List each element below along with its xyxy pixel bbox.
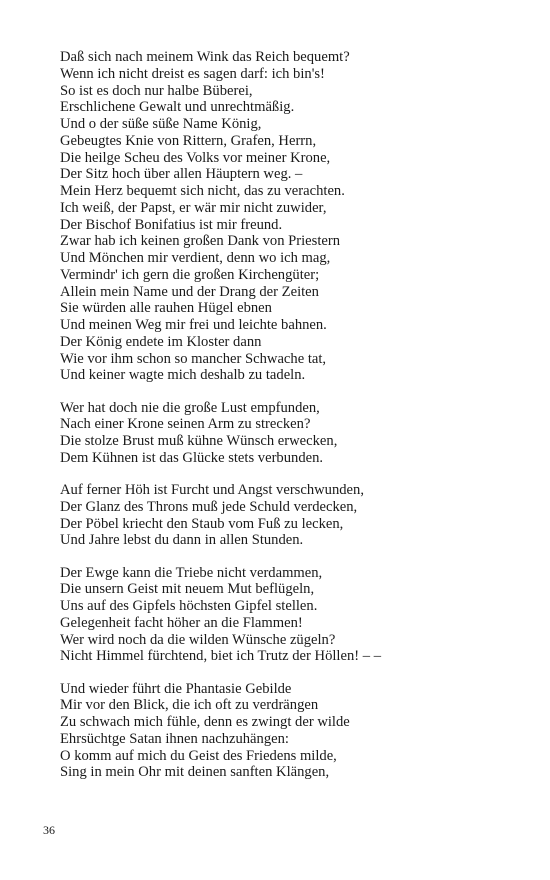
poem-line: Und Mönchen mir verdient, denn wo ich mag, xyxy=(60,250,331,266)
stanza-4 xyxy=(60,565,530,666)
poem-line: O komm auf mich du Geist des Friedens milde, xyxy=(60,747,337,764)
poem-line: Daß sich nach meinem Wink das Reich bequemt? xyxy=(60,49,350,65)
poem-line: Gebeugtes Knie von Rittern, Grafen, Herrn, xyxy=(60,132,317,149)
poem-line: Sing in mein Ohr mit deinen sanften Klängen, xyxy=(60,764,330,781)
poem-line: Der Sitz hoch über allen Häuptern weg. – xyxy=(60,166,303,183)
poem-line: Zwar hab ich keinen großen Dank von Priestern xyxy=(60,233,341,250)
stanza-2 xyxy=(60,400,530,467)
poem-line: Sie würden alle rauhen Hügel ebnen xyxy=(60,300,272,317)
stanza-5 xyxy=(60,681,530,782)
poem-line: Erschlichene Gewalt und unrechtmäßig. xyxy=(60,99,295,116)
poem-line: Mein Herz bequemt sich nicht, das zu verachten. xyxy=(60,183,345,199)
poem-line: Allein mein Name und der Drang der Zeiten xyxy=(60,283,319,300)
poem-line: Auf ferner Höh ist Furcht und Angst verschwunden, xyxy=(60,482,364,498)
poem-line: Nicht Himmel fürchtend, biet ich Trutz der Höllen! – – xyxy=(60,648,381,665)
poem-line: Der Ewge kann die Triebe nicht verdammen, xyxy=(60,564,323,581)
poem-line: Uns auf des Gipfels höchsten Gipfel stellen. xyxy=(60,598,318,614)
poem-line: Ich weiß, der Papst, er wär mir nicht zuwider, xyxy=(60,199,327,216)
poem-line: Der Bischof Bonifatius ist mir freund. xyxy=(60,216,283,233)
poem-line: Vermindr' ich gern die großen Kirchengüter; xyxy=(60,266,320,283)
poem-line: Dem Kühnen ist das Glücke stets verbunden. xyxy=(60,449,324,466)
poem-line: Nach einer Krone seinen Arm zu strecken? xyxy=(60,416,311,433)
poem-line: Und Jahre lebst du dann in allen Stunden. xyxy=(60,532,304,549)
poem-line: Gelegenheit facht höher an die Flammen! xyxy=(60,614,303,631)
poem-line: Und keiner wagte mich deshalb zu tadeln. xyxy=(60,367,306,384)
poem-line: Und wieder führt die Phantasie Gebilde xyxy=(60,680,292,697)
poem-line: Die heilge Scheu des Volks vor meiner Krone, xyxy=(60,149,331,166)
stanza-3 xyxy=(60,482,530,549)
poem-line: Wer hat doch nie die große Lust empfunden, xyxy=(60,399,320,416)
poem-line: Zu schwach mich fühle, denn es zwingt der wilde xyxy=(60,714,350,730)
poem-line: Wer wird noch da die wilden Wünsche zügeln? xyxy=(60,631,336,648)
poem-line: Die stolze Brust muß kühne Wünsch erwecken, xyxy=(60,433,338,449)
poem-line: Wenn ich nicht dreist es sagen darf: ich bin's! xyxy=(60,65,325,82)
poem-line: Ehrsüchtge Satan ihnen nachzuhängen: xyxy=(60,730,289,747)
poem-line: Wie vor ihm schon so mancher Schwache tat, xyxy=(60,350,327,367)
stanza-1 xyxy=(60,49,530,384)
poem-line: Mir vor den Blick, die ich oft zu verdrängen xyxy=(60,697,319,714)
page-number: 36 xyxy=(43,823,55,837)
poem-text xyxy=(60,49,530,797)
poem-line: Und meinen Weg mir frei und leichte bahnen. xyxy=(60,317,327,333)
poem-line: Der König endete im Kloster dann xyxy=(60,333,262,350)
poem-line: Der Glanz des Throns muß jede Schuld verdecken, xyxy=(60,498,358,515)
poem-line: Der Pöbel kriecht den Staub vom Fuß zu lecken, xyxy=(60,515,344,532)
poem-line: Und o der süße süße Name König, xyxy=(60,116,262,132)
poem-line: Die unsern Geist mit neuem Mut beflügeln, xyxy=(60,581,315,598)
poem-line: So ist es doch nur halbe Büberei, xyxy=(60,82,253,99)
